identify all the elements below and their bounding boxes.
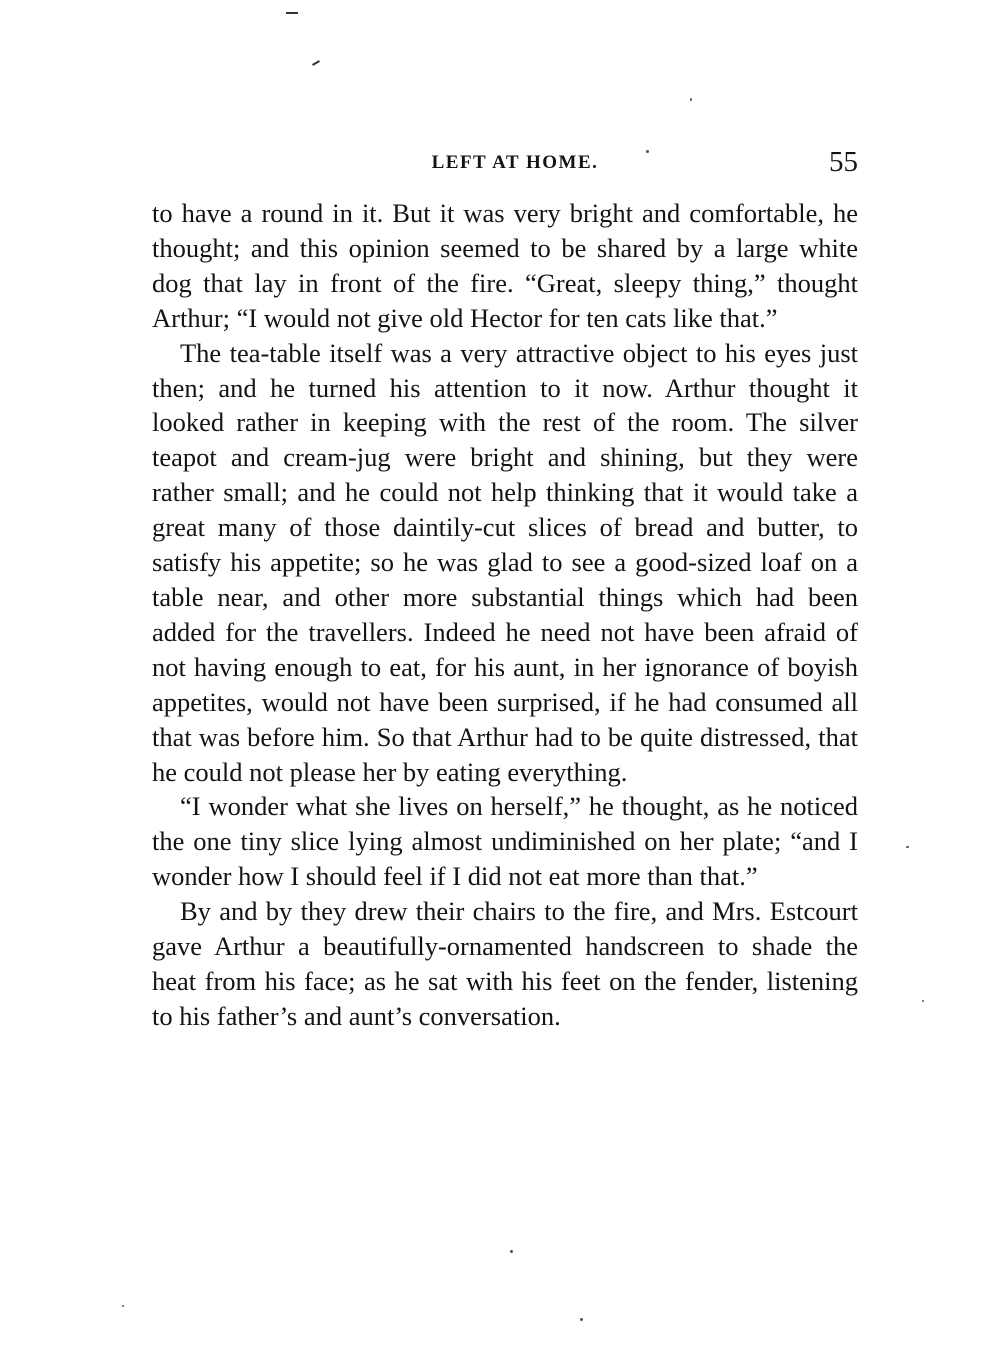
paragraph: to have a round in it. But it was very bright and comfortable, he thought; and this opinion seemed to be shared by a large white dog that lay in front of the fire. “Great, sleepy thing,” thought Arthur; “I would not give old Hector for ten cats like that.” xyxy=(152,198,858,333)
scan-speck xyxy=(580,1318,583,1321)
running-head xyxy=(150,146,860,186)
scan-speck xyxy=(122,1305,124,1307)
page-number: 55 xyxy=(829,146,858,178)
paragraph: By and by they drew their chairs to the fire, and Mrs. Estcourt gave Arthur a beautifully-ornamented handscreen to shade the heat from his face; as he sat with his feet on the fender, listening to his father’s and aunt’s conversation. xyxy=(152,896,858,1031)
running-title: LEFT AT HOME. xyxy=(431,152,599,173)
paragraph: The tea-table itself was a very attractive object to his eyes just then; and he turned his attention to it now. Arthur thought it looked rather in keeping with the rest of the room. The silver teapot and cream-jug were bright and shining, but they were rather small; and he could not help thinking that it would take a great many of those daintily-cut slices of bread and butter, to satisfy his appetite; so he was glad to see a good-sized loaf on a table near, and other more substantial things which had been added for the travellers. Indeed he need not have been afraid of not having enough to eat, for his aunt, in her ignorance of boyish appetites, would not have been surprised, if he had consumed all that was before him. So that Arthur had to be quite distressed, that he could not please her by eating everything. xyxy=(152,337,858,787)
scan-speck xyxy=(510,1250,513,1253)
body-text xyxy=(152,196,858,1034)
scan-mark xyxy=(286,12,298,14)
paragraph: “I wonder what she lives on herself,” he thought, as he noticed the one tiny slice lying almost undiminished on her plate; “and I wonder how I should feel if I did not eat more than that.” xyxy=(152,791,858,892)
scan-speck xyxy=(906,846,909,848)
scan-mark xyxy=(312,60,320,66)
scan-speck xyxy=(922,1000,924,1002)
scan-speck xyxy=(690,98,692,101)
